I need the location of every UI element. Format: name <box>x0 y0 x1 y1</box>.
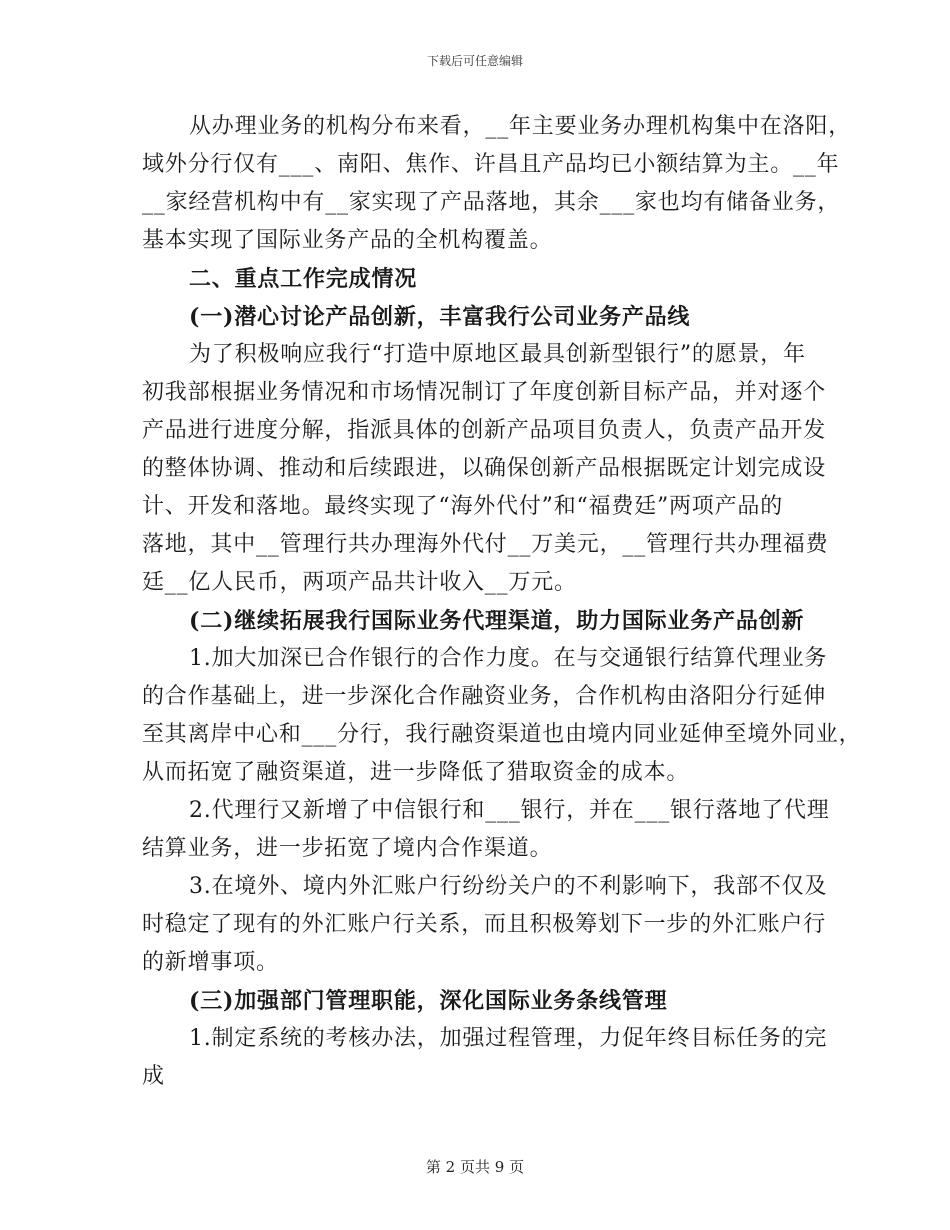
paragraph-line: 时稳定了现有的外汇账户行关系，而且积极筹划下一步的外汇账户行 <box>142 912 827 937</box>
paragraph-line: 1.加大加深已合作银行的合作力度。在与交通银行结算代理业务 <box>189 646 828 671</box>
section-heading: (三)加强部门管理职能，深化国际业务条线管理 <box>189 988 668 1014</box>
paragraph-line: 的合作基础上，进一步深化合作融资业务，合作机构由洛阳分行延伸 <box>142 684 827 709</box>
paragraph-line: 2.代理行又新增了中信银行和___银行，并在___银行落地了代理 <box>189 798 830 823</box>
paragraph-line: 从而拓宽了融资渠道，进一步降低了猎取资金的成本。 <box>142 760 690 785</box>
section-heading: (一)潜心讨论产品创新，丰富我行公司业务产品线 <box>189 304 691 330</box>
paragraph-line: 的新增事项。 <box>142 950 279 975</box>
section-heading: (二)继续拓展我行国际业务代理渠道，助力国际业务产品创新 <box>189 608 805 634</box>
page-footer: 第 2 页共 9 页 <box>425 1158 525 1176</box>
paragraph-line: 至其离岸中心和___分行，我行融资渠道也由境内同业延伸至境外同业， <box>142 722 862 747</box>
section-heading: 二、重点工作完成情况 <box>189 266 418 292</box>
paragraph-line: 结算业务，进一步拓宽了境内合作渠道。 <box>142 836 553 861</box>
paragraph-line: 产品进行进度分解，指派具体的创新产品项目负责人，负责产品开发 <box>142 418 827 443</box>
paragraph-line: 廷__亿人民币，两项产品共计收入__万元。 <box>142 570 577 595</box>
paragraph-line: 初我部根据业务情况和市场情况制订了年度创新目标产品，并对逐个 <box>142 380 827 405</box>
paragraph-line: 从办理业务的机构分布来看，__年主要业务办理机构集中在洛阳， <box>189 114 852 139</box>
paragraph-line: 落地，其中__管理行共办理海外代付__万美元，__管理行共办理福费 <box>142 532 829 557</box>
body-text <box>142 108 862 1096</box>
paragraph-line: 成 <box>142 1064 165 1089</box>
paragraph-line: 为了积极响应我行“打造中原地区最具创新型银行”的愿景，年 <box>189 342 806 367</box>
paragraph-line: __家经营机构中有__家实现了产品落地，其余___家也均有储备业务， <box>142 190 841 215</box>
paragraph-line: 1.制定系统的考核办法，加强过程管理，力促年终目标任务的完 <box>189 1026 828 1051</box>
page-header: 下载后可任意编辑 <box>426 54 523 68</box>
paragraph-line: 的整体协调、推动和后续跟进，以确保创新产品根据既定计划完成设 <box>142 456 827 481</box>
paragraph-line: 3.在境外、境内外汇账户行纷纷关户的不利影响下，我部不仅及 <box>189 874 828 899</box>
paragraph-line: 域外分行仅有___、南阳、焦作、许昌且产品均已小额结算为主。__年 <box>142 152 840 177</box>
paragraph-line: 计、开发和落地。最终实现了“海外代付”和“福费廷”两项产品的 <box>142 494 783 519</box>
paragraph-line: 基本实现了国际业务产品的全机构覆盖。 <box>142 228 553 253</box>
